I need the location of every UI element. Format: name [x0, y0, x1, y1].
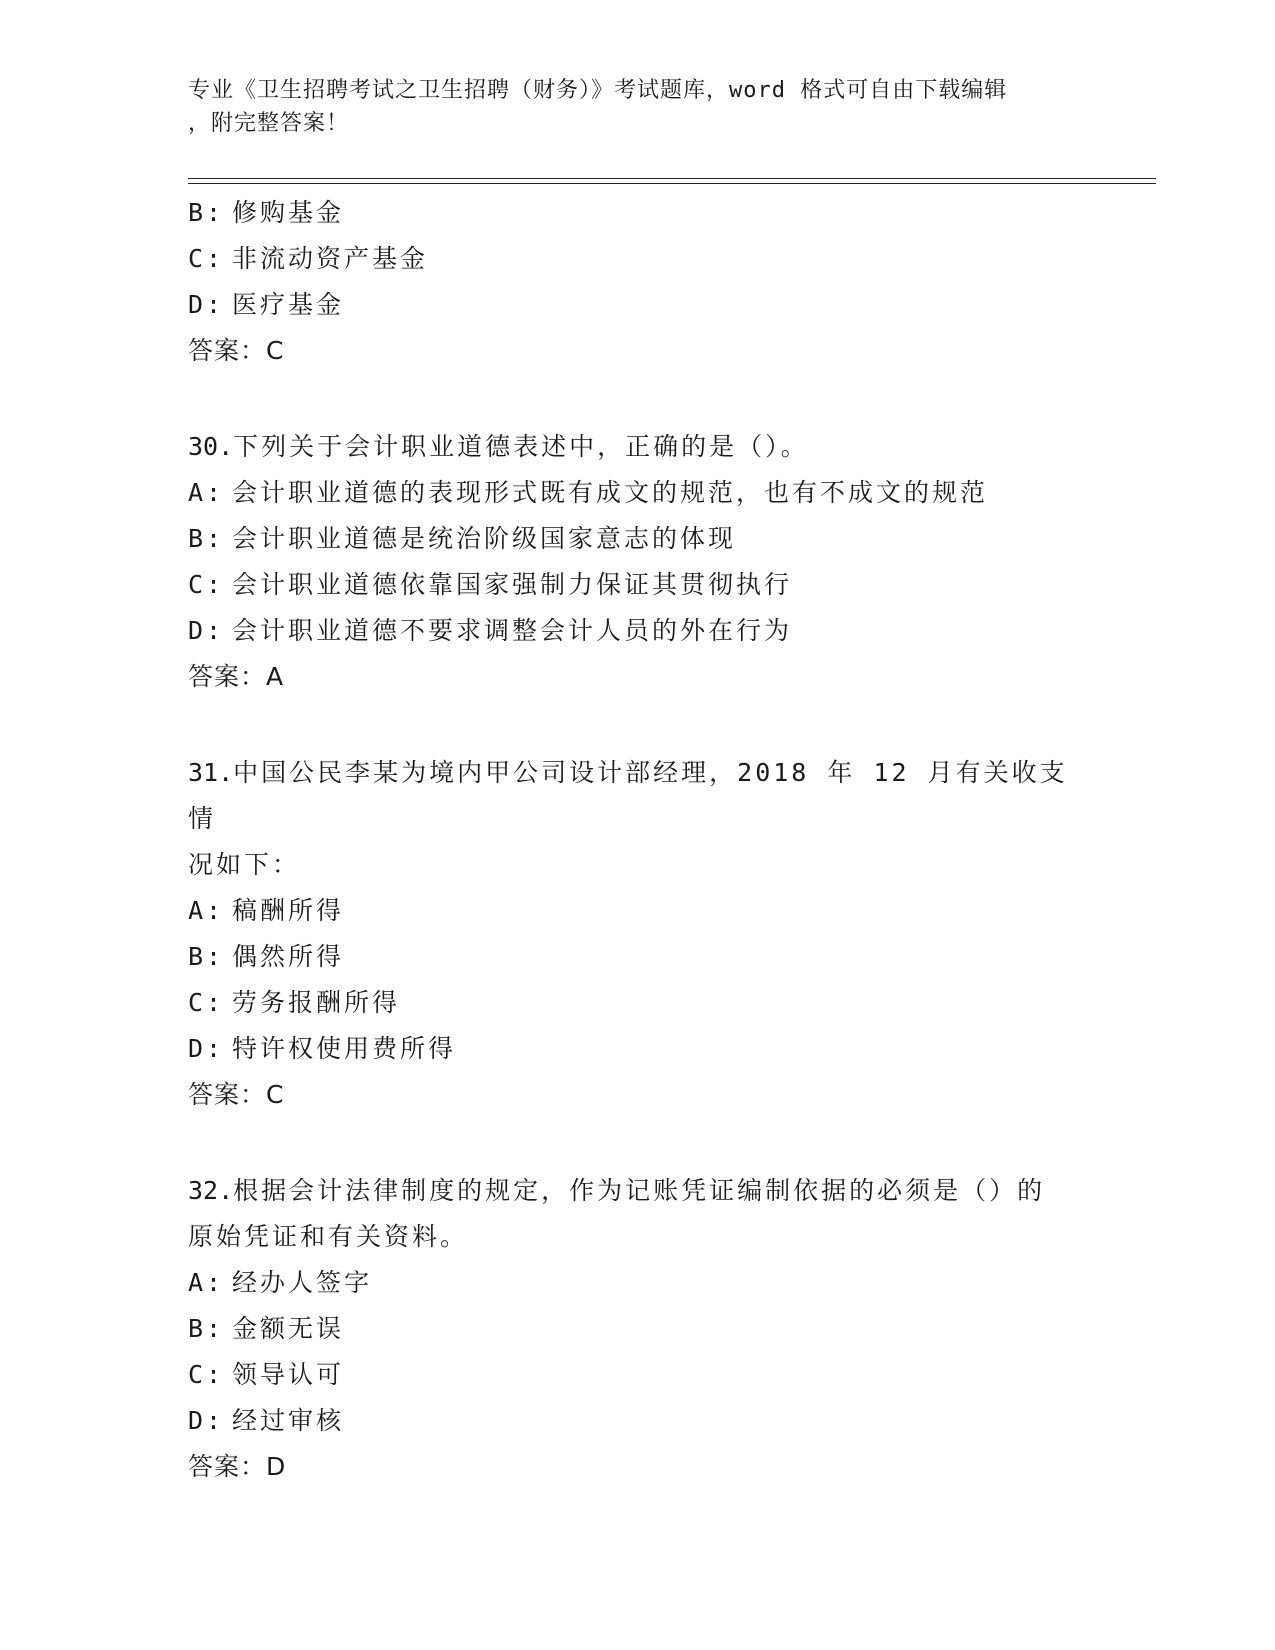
option-letter: A:	[188, 1268, 225, 1297]
option-text: 特许权使用费所得	[232, 1034, 457, 1063]
option-letter: C:	[188, 1360, 225, 1389]
option-c	[188, 980, 1088, 1026]
option-a	[188, 470, 1088, 516]
option-b	[188, 934, 1088, 980]
option-text: 会计职业道德依靠国家强制力保证其贯彻执行	[232, 570, 793, 599]
question-stem-text: 下列关于会计职业道德表述中，正确的是（）。	[233, 432, 809, 461]
question-29-tail	[188, 190, 1088, 374]
option-letter: B:	[188, 198, 225, 227]
question-stem-text: 中国公民李某为境内甲公司设计部经理，2018 年 12 月有关收支情	[188, 758, 1068, 833]
option-letter: C:	[188, 988, 225, 1017]
question-stem-continuation: 原始凭证和有关资料。	[188, 1222, 469, 1251]
option-text: 会计职业道德是统治阶级国家意志的体现	[232, 524, 737, 553]
option-text: 稿酬所得	[232, 896, 345, 925]
option-text: 修购基金	[232, 198, 345, 227]
option-letter: C:	[188, 570, 225, 599]
header-rule-bottom	[188, 183, 1156, 184]
option-letter: C:	[188, 244, 225, 273]
option-text: 医疗基金	[232, 290, 345, 319]
option-c	[188, 236, 1088, 282]
option-letter: B:	[188, 1314, 225, 1343]
option-letter: A:	[188, 478, 225, 507]
question-number: 31.	[188, 758, 234, 787]
answer-line: 答案：C	[188, 336, 285, 365]
option-text: 领导认可	[232, 1360, 345, 1389]
question-32	[188, 1168, 1088, 1490]
option-c	[188, 562, 1088, 608]
option-d	[188, 1026, 1088, 1072]
question-31	[188, 750, 1088, 1118]
question-stem	[188, 424, 1068, 470]
header-line-2: ，附完整答案！	[188, 111, 350, 136]
option-text: 会计职业道德的表现形式既有成文的规范，也有不成文的规范	[232, 478, 989, 507]
header-line-1: 专业《卫生招聘考试之卫生招聘（财务）》考试题库，word 格式可自由下载编辑	[188, 78, 1008, 103]
option-text: 非流动资产基金	[232, 244, 429, 273]
option-text: 经过审核	[232, 1406, 345, 1435]
option-d	[188, 1398, 1088, 1444]
option-b	[188, 190, 1088, 236]
question-list	[188, 190, 1088, 1490]
question-30	[188, 424, 1088, 700]
question-number: 32.	[188, 1176, 234, 1205]
option-d	[188, 282, 1088, 328]
option-b	[188, 516, 1088, 562]
question-stem	[188, 1168, 1068, 1260]
option-letter: D:	[188, 1034, 225, 1063]
option-letter: D:	[188, 616, 225, 645]
option-text: 经办人签字	[232, 1268, 373, 1297]
option-text: 偶然所得	[232, 942, 345, 971]
option-letter: D:	[188, 1406, 225, 1435]
question-stem	[188, 750, 1068, 888]
option-text: 劳务报酬所得	[232, 988, 401, 1017]
option-letter: A:	[188, 896, 225, 925]
option-text: 金额无误	[232, 1314, 345, 1343]
option-b	[188, 1306, 1088, 1352]
answer-line: 答案：D	[188, 1452, 287, 1481]
option-a	[188, 1260, 1088, 1306]
header-rule-top	[188, 178, 1156, 179]
option-a	[188, 888, 1088, 934]
question-number: 30.	[188, 432, 234, 461]
answer-line: 答案：A	[188, 662, 285, 691]
option-letter: B:	[188, 524, 225, 553]
option-letter: D:	[188, 290, 225, 319]
question-stem-continuation: 况如下：	[188, 850, 301, 879]
document-header	[188, 74, 1068, 140]
option-c	[188, 1352, 1088, 1398]
option-letter: B:	[188, 942, 225, 971]
answer-line: 答案：C	[188, 1080, 285, 1109]
question-stem-text: 根据会计法律制度的规定，作为记账凭证编制依据的必须是（）的	[233, 1176, 1046, 1205]
option-text: 会计职业道德不要求调整会计人员的外在行为	[232, 616, 793, 645]
option-d	[188, 608, 1088, 654]
